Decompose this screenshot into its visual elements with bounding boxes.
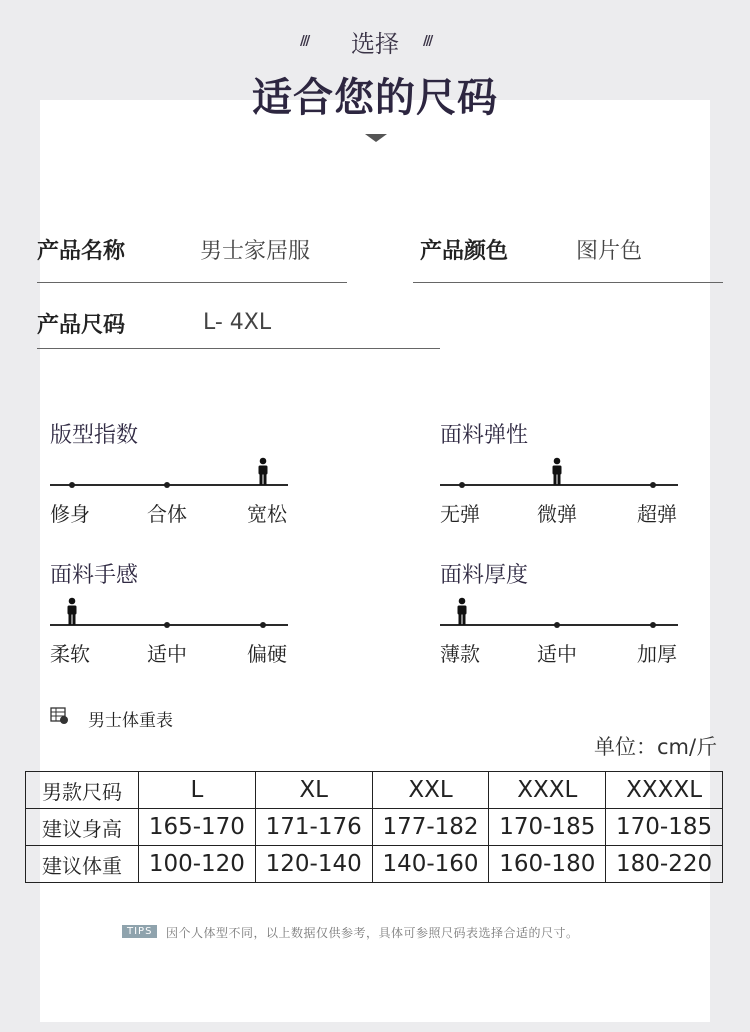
product-color-value: 图片色 (576, 239, 643, 264)
scale-dot (554, 622, 560, 628)
scale-tick-label: 加厚 (637, 642, 677, 666)
product-size-label: 产品尺码 (37, 313, 126, 338)
table-cell: 120-140 (255, 846, 372, 883)
size-table (25, 771, 723, 883)
scale-tick-label: 宽松 (247, 502, 287, 526)
scale-tick-label: 偏硬 (247, 642, 287, 666)
scale-tick-label: 薄款 (440, 642, 480, 666)
table-header-cell: XL (255, 772, 372, 809)
table-header-cell: L (139, 772, 256, 809)
person-marker-icon (65, 597, 79, 625)
table-header-cell: 男款尺码 (26, 772, 139, 809)
scale-dot (164, 482, 170, 488)
table-cell: 180-220 (606, 846, 723, 883)
scale-tick-label: 合体 (147, 502, 187, 526)
scale-dot (164, 622, 170, 628)
scale-tick-label: 超弹 (637, 502, 677, 526)
person-marker-icon (550, 457, 564, 485)
scale-tick-label: 适中 (537, 642, 577, 666)
unit-label: 单位：cm/斤 (594, 735, 718, 759)
table-cell: 171-176 (255, 809, 372, 846)
product-name-label: 产品名称 (37, 239, 126, 264)
product-size-divider (37, 348, 440, 349)
product-color-label: 产品颜色 (420, 239, 509, 264)
person-marker-icon (455, 597, 469, 625)
index-title: 版型指数 (50, 423, 139, 448)
table-cell: 160-180 (489, 846, 606, 883)
scale-dot (69, 482, 75, 488)
product-name-divider (37, 282, 347, 283)
header-subtitle: 选择 (351, 30, 399, 58)
table-cell: 建议身高 (26, 809, 139, 846)
header-deco-right: /// (423, 34, 432, 49)
table-row (26, 846, 723, 883)
table-cell: 177-182 (372, 809, 489, 846)
table-cell: 170-185 (606, 809, 723, 846)
table-cell: 建议体重 (26, 846, 139, 883)
person-marker-icon (256, 457, 270, 485)
scale-dot (260, 622, 266, 628)
scale-dot (650, 482, 656, 488)
table-header-cell: XXXL (489, 772, 606, 809)
scale-tick-label: 修身 (50, 502, 90, 526)
scale-dot (650, 622, 656, 628)
table-cell: 100-120 (139, 846, 256, 883)
scale-tick-label: 适中 (147, 642, 187, 666)
table-icon (50, 707, 70, 725)
product-size-value: L- 4XL (203, 310, 272, 335)
scale-tick-label: 微弹 (537, 502, 577, 526)
table-header-row (26, 772, 723, 809)
index-title: 面料厚度 (440, 563, 529, 588)
table-row (26, 809, 723, 846)
scale-dot (459, 482, 465, 488)
weight-table-label: 男士体重表 (88, 711, 173, 731)
tips-text: 因个人体型不同，以上数据仅供参考，具体可参照尺码表选择合适的尺寸。 (166, 926, 579, 940)
index-title: 面料手感 (50, 563, 139, 588)
table-cell: 140-160 (372, 846, 489, 883)
chevron-down-icon (365, 134, 387, 143)
scale-tick-label: 无弹 (440, 502, 480, 526)
table-header-cell: XXL (372, 772, 489, 809)
table-header-cell: XXXXL (606, 772, 723, 809)
header-deco-left: /// (300, 34, 309, 49)
page-title: 适合您的尺码 (252, 75, 498, 121)
table-cell: 165-170 (139, 809, 256, 846)
index-title: 面料弹性 (440, 423, 529, 448)
table-cell: 170-185 (489, 809, 606, 846)
product-name-value: 男士家居服 (200, 239, 311, 264)
tips-badge: TIPS (122, 925, 157, 938)
scale-tick-label: 柔软 (50, 642, 90, 666)
product-color-divider (413, 282, 723, 283)
